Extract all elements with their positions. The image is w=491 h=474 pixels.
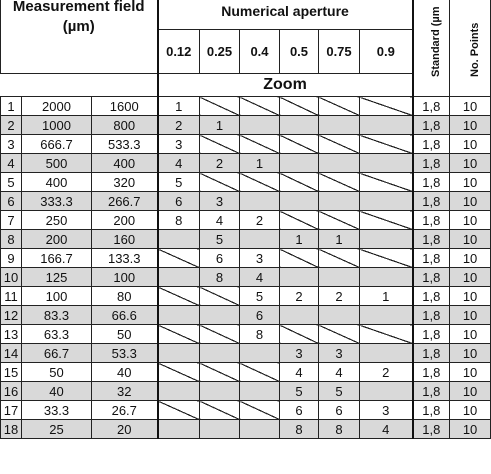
points-value: 10: [450, 192, 491, 211]
table-row: [1, 420, 491, 439]
table-row: [1, 382, 491, 401]
zoom-cell-empty: [200, 173, 240, 192]
field-width: 250: [22, 211, 92, 230]
aperture-header: 0.5: [280, 30, 319, 74]
row-number: 16: [1, 382, 22, 401]
row-number: 13: [1, 325, 22, 344]
zoom-value: 1: [240, 154, 280, 173]
aperture-header: 0.75: [319, 30, 360, 74]
aperture-header: 0.12: [158, 30, 200, 74]
field-width: 400: [22, 173, 92, 192]
zoom-cell-empty: [240, 401, 280, 420]
standard-value: 1,8: [413, 363, 450, 382]
standard-value: 1,8: [413, 135, 450, 154]
points-value: 10: [450, 287, 491, 306]
zoom-value: 4: [360, 420, 413, 439]
field-width: 2000: [22, 97, 92, 116]
zoom-cell-empty: [360, 344, 413, 363]
zoom-cell-empty: [319, 154, 360, 173]
zoom-value: 6: [158, 192, 200, 211]
standard-value: 1,8: [413, 382, 450, 401]
field-width: 83.3: [22, 306, 92, 325]
row-number: 3: [1, 135, 22, 154]
standard-value: 1,8: [413, 192, 450, 211]
points-value: 10: [450, 135, 491, 154]
zoom-cell-empty: [319, 249, 360, 268]
zoom-value: 2: [200, 154, 240, 173]
points-value: 10: [450, 116, 491, 135]
zoom-cell-empty: [319, 97, 360, 116]
zoom-cell-empty: [319, 306, 360, 325]
field-width: 100: [22, 287, 92, 306]
zoom-value: 2: [280, 287, 319, 306]
aperture-header: 0.4: [240, 30, 280, 74]
zoom-cell-empty: [360, 192, 413, 211]
row-number: 4: [1, 154, 22, 173]
standard-value: 1,8: [413, 249, 450, 268]
field-width: 200: [22, 230, 92, 249]
aperture-header: 0.25: [200, 30, 240, 74]
aperture-header: 0.9: [360, 30, 413, 74]
points-value: 10: [450, 420, 491, 439]
field-width: 166.7: [22, 249, 92, 268]
standard-value: 1,8: [413, 230, 450, 249]
zoom-value: 5: [280, 382, 319, 401]
table-row: [1, 173, 491, 192]
zoom-cell-empty: [280, 268, 319, 287]
points-value: 10: [450, 401, 491, 420]
standard-header-label: Standard (µm: [430, 6, 443, 77]
row-number: 18: [1, 420, 22, 439]
standard-value: 1,8: [413, 287, 450, 306]
table-row: [1, 325, 491, 344]
zoom-cell-empty: [200, 382, 240, 401]
zoom-cell-empty: [319, 211, 360, 230]
field-height: 200: [92, 211, 158, 230]
zoom-value: 3: [319, 344, 360, 363]
zoom-value: 8: [319, 420, 360, 439]
zoom-cell-empty: [319, 192, 360, 211]
field-height: 80: [92, 287, 158, 306]
row-number: 12: [1, 306, 22, 325]
row-number: 7: [1, 211, 22, 230]
standard-value: 1,8: [413, 306, 450, 325]
zoom-cell-empty: [200, 363, 240, 382]
measurement-field-header: [1, 0, 158, 74]
row-number: 14: [1, 344, 22, 363]
zoom-value: 8: [280, 420, 319, 439]
standard-value: 1,8: [413, 154, 450, 173]
field-height: 100: [92, 268, 158, 287]
table-row: [1, 268, 491, 287]
no-points-header-label: No. Points: [469, 22, 482, 77]
zoom-cell-empty: [319, 268, 360, 287]
field-height: 266.7: [92, 192, 158, 211]
standard-value: 1,8: [413, 401, 450, 420]
zoom-cell-empty: [200, 287, 240, 306]
zoom-value: 4: [158, 154, 200, 173]
row-number: 10: [1, 268, 22, 287]
zoom-cell-empty: [280, 116, 319, 135]
zoom-value: 5: [319, 382, 360, 401]
points-value: 10: [450, 306, 491, 325]
zoom-cell-empty: [240, 192, 280, 211]
points-value: 10: [450, 154, 491, 173]
field-height: 66.6: [92, 306, 158, 325]
zoom-cell-empty: [280, 173, 319, 192]
zoom-value: 4: [319, 363, 360, 382]
field-height: 1600: [92, 97, 158, 116]
standard-value: 1,8: [413, 173, 450, 192]
zoom-cell-empty: [240, 420, 280, 439]
zoom-cell-empty: [319, 116, 360, 135]
points-value: 10: [450, 382, 491, 401]
field-width: 25: [22, 420, 92, 439]
zoom-cell-empty: [240, 363, 280, 382]
zoom-cell-empty: [158, 268, 200, 287]
zoom-cell-empty: [200, 97, 240, 116]
field-width: 333.3: [22, 192, 92, 211]
standard-value: 1,8: [413, 97, 450, 116]
row-number: 9: [1, 249, 22, 268]
row-number: 17: [1, 401, 22, 420]
table-row: [1, 363, 491, 382]
field-height: 400: [92, 154, 158, 173]
field-width: 50: [22, 363, 92, 382]
zoom-value: 4: [240, 268, 280, 287]
field-height: 53.3: [92, 344, 158, 363]
zoom-cell-empty: [360, 230, 413, 249]
zoom-cell-empty: [280, 211, 319, 230]
zoom-value: 6: [240, 306, 280, 325]
points-value: 10: [450, 173, 491, 192]
field-width: 500: [22, 154, 92, 173]
zoom-cell-empty: [280, 97, 319, 116]
field-height: 32: [92, 382, 158, 401]
field-width: 33.3: [22, 401, 92, 420]
zoom-cell-empty: [280, 325, 319, 344]
points-value: 10: [450, 97, 491, 116]
zoom-value: 2: [319, 287, 360, 306]
zoom-cell-empty: [360, 249, 413, 268]
zoom-cell-empty: [240, 173, 280, 192]
zoom-cell-empty: [280, 154, 319, 173]
zoom-cell-empty: [158, 401, 200, 420]
zoom-cell-empty: [280, 306, 319, 325]
table-row: [1, 230, 491, 249]
zoom-value: 2: [360, 363, 413, 382]
points-value: 10: [450, 325, 491, 344]
zoom-value: 1: [280, 230, 319, 249]
zoom-cell-empty: [158, 363, 200, 382]
field-height: 320: [92, 173, 158, 192]
zoom-cell-empty: [360, 306, 413, 325]
field-height: 533.3: [92, 135, 158, 154]
zoom-value: 3: [158, 135, 200, 154]
zoom-header: Zoom: [158, 74, 413, 97]
zoom-value: 6: [200, 249, 240, 268]
no-points-header: [450, 0, 491, 97]
zoom-cell-empty: [158, 344, 200, 363]
zoom-cell-empty: [360, 135, 413, 154]
standard-value: 1,8: [413, 116, 450, 135]
zoom-cell-empty: [360, 211, 413, 230]
zoom-cell-empty: [240, 116, 280, 135]
table-row: [1, 287, 491, 306]
points-value: 10: [450, 363, 491, 382]
points-value: 10: [450, 344, 491, 363]
zoom-value: 2: [158, 116, 200, 135]
table-row: [1, 401, 491, 420]
table-row: [1, 135, 491, 154]
zoom-value: 3: [200, 192, 240, 211]
zoom-cell-empty: [360, 173, 413, 192]
zoom-value: 3: [360, 401, 413, 420]
table-row: [1, 154, 491, 173]
field-height: 40: [92, 363, 158, 382]
points-value: 10: [450, 249, 491, 268]
zoom-cell-empty: [319, 173, 360, 192]
zoom-value: 2: [240, 211, 280, 230]
zoom-cell-empty: [158, 249, 200, 268]
zoom-cell-empty: [240, 382, 280, 401]
measurement-field-unit: (µm): [62, 18, 95, 36]
zoom-cell-empty: [360, 97, 413, 116]
zoom-cell-empty: [158, 287, 200, 306]
zoom-cell-empty: [158, 325, 200, 344]
standard-value: 1,8: [413, 344, 450, 363]
field-height: 20: [92, 420, 158, 439]
row-number: 5: [1, 173, 22, 192]
zoom-cell-empty: [280, 249, 319, 268]
zoom-cell-empty: [200, 344, 240, 363]
zoom-cell-empty: [158, 420, 200, 439]
zoom-value: 8: [158, 211, 200, 230]
field-height: 133.3: [92, 249, 158, 268]
zoom-value: 4: [200, 211, 240, 230]
zoom-value: 4: [280, 363, 319, 382]
zoom-value: 8: [200, 268, 240, 287]
table-row: [1, 249, 491, 268]
field-width: 40: [22, 382, 92, 401]
zoom-cell-empty: [319, 135, 360, 154]
zoom-value: 1: [200, 116, 240, 135]
standard-value: 1,8: [413, 268, 450, 287]
row-number: 15: [1, 363, 22, 382]
zoom-cell-empty: [158, 382, 200, 401]
zoom-cell-empty: [360, 325, 413, 344]
points-value: 10: [450, 230, 491, 249]
zoom-cell-empty: [360, 382, 413, 401]
zoom-value: 1: [158, 97, 200, 116]
table-row: [1, 97, 491, 116]
zoom-value: 6: [280, 401, 319, 420]
points-value: 10: [450, 268, 491, 287]
table-row: [1, 306, 491, 325]
zoom-cell-empty: [240, 135, 280, 154]
standard-value: 1,8: [413, 420, 450, 439]
zoom-cell-empty: [200, 420, 240, 439]
zoom-value: 1: [319, 230, 360, 249]
zoom-value: 6: [319, 401, 360, 420]
zoom-value: 1: [360, 287, 413, 306]
row-number: 11: [1, 287, 22, 306]
zoom-cell-empty: [200, 306, 240, 325]
zoom-cell-empty: [200, 325, 240, 344]
zoom-value: 5: [240, 287, 280, 306]
zoom-cell-empty: [360, 268, 413, 287]
zoom-cell-empty: [360, 116, 413, 135]
zoom-cell-empty: [240, 230, 280, 249]
numerical-aperture-header: Numerical aperture: [158, 0, 413, 30]
zoom-cell-empty: [158, 230, 200, 249]
zoom-cell-empty: [240, 344, 280, 363]
table-row: [1, 344, 491, 363]
measurement-field-label: Measurement field: [12, 0, 145, 15]
field-height: 26.7: [92, 401, 158, 420]
zoom-header-spacer: [1, 74, 158, 97]
zoom-cell-empty: [200, 401, 240, 420]
row-number: 8: [1, 230, 22, 249]
zoom-cell-empty: [280, 135, 319, 154]
zoom-cell-empty: [200, 135, 240, 154]
row-number: 1: [1, 97, 22, 116]
zoom-value: 8: [240, 325, 280, 344]
field-height: 800: [92, 116, 158, 135]
standard-value: 1,8: [413, 211, 450, 230]
points-value: 10: [450, 211, 491, 230]
zoom-cell-empty: [360, 154, 413, 173]
row-number: 2: [1, 116, 22, 135]
zoom-cell-empty: [158, 306, 200, 325]
standard-header: [413, 0, 450, 97]
row-number: 6: [1, 192, 22, 211]
zoom-value: 5: [158, 173, 200, 192]
field-width: 666.7: [22, 135, 92, 154]
table-row: [1, 211, 491, 230]
field-height: 50: [92, 325, 158, 344]
table-row: [1, 192, 491, 211]
field-width: 63.3: [22, 325, 92, 344]
field-width: 66.7: [22, 344, 92, 363]
standard-value: 1,8: [413, 325, 450, 344]
field-width: 125: [22, 268, 92, 287]
field-height: 160: [92, 230, 158, 249]
zoom-value: 5: [200, 230, 240, 249]
field-width: 1000: [22, 116, 92, 135]
zoom-cell-empty: [319, 325, 360, 344]
zoom-value: 3: [280, 344, 319, 363]
zoom-value: 3: [240, 249, 280, 268]
zoom-cell-empty: [240, 97, 280, 116]
zoom-cell-empty: [280, 192, 319, 211]
table-row: [1, 116, 491, 135]
